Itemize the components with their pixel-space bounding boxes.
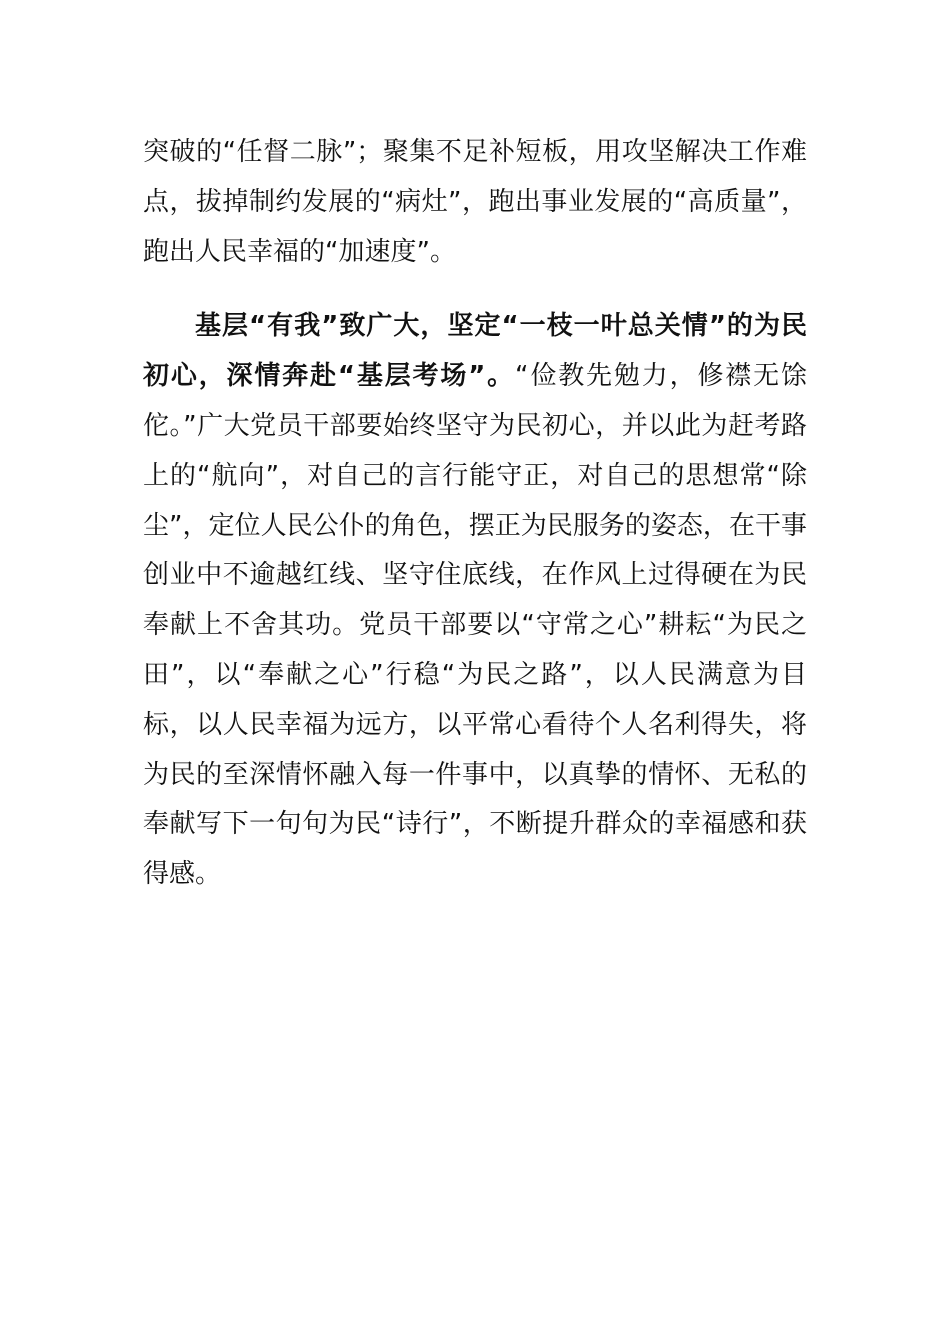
- paragraph-2-text: “俭教先勉力，修襟无馀佗。”广大党员干部要始终坚守为民初心，并以此为赶考路上的“航向”，对自己的言行能守正，对自己的思想常“除尘”，定位人民公仆的角色，摆正为民服务的姿态，在干事创业中不逾越红线、坚守住底线，在作风上过得硬在为民奉献上不舍其功。党员干部要以“守常之心”耕耘“为民之田”，以“奉献之心”行稳“为民之路”，以人民满意为目标，以人民幸福为远方，以平常心看待个人名利得失，将为民的至深情怀融入每一件事中，以真挚的情怀、无私的奉献写下一句句为民“诗行”，不断提升群众的幸福感和获得感。: [143, 361, 807, 890]
- paragraph-1-text: 突破的“任督二脉”；聚集不足补短板，用攻坚解决工作难点，拔掉制约发展的“病灶”，跑出事业发展的“高质量”，跑出人民幸福的“加速度”。: [143, 137, 807, 267]
- document-body: [143, 128, 807, 900]
- paragraph-2-heading: 基层“有我”致广大，坚定“一枝一叶总关情”的为民初心，深情奔赴“基层考场”。: [143, 311, 807, 392]
- paragraph-1: [143, 128, 807, 277]
- paragraph-2: [143, 302, 807, 900]
